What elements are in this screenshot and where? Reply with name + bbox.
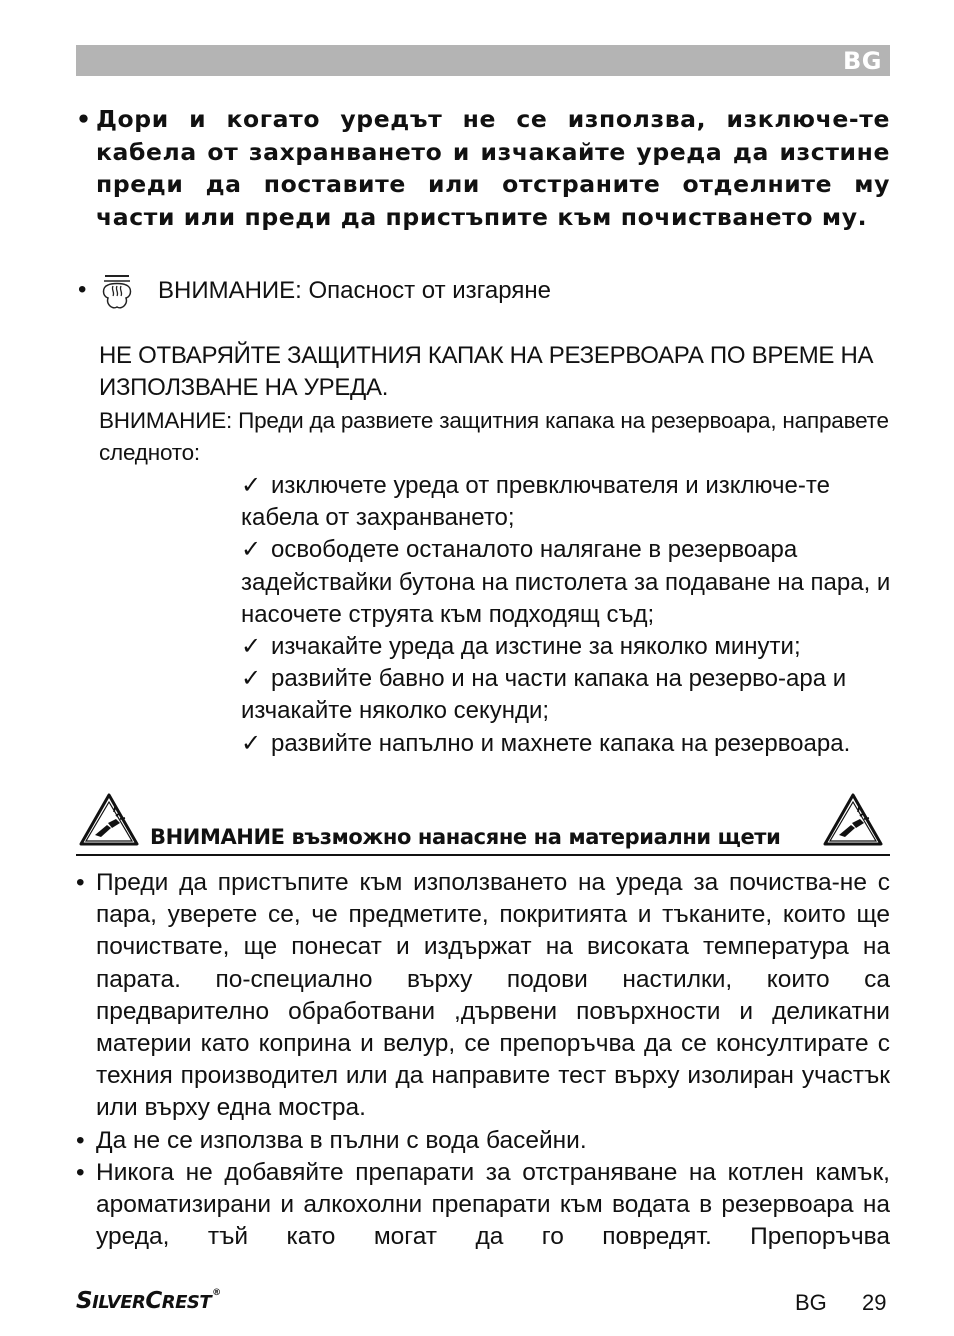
check-icon: ✓ [241, 665, 262, 693]
warning-triangle-icon [822, 792, 884, 848]
check-item-text: изчакайте уреда да изстине за няколко минути; [271, 633, 801, 661]
checklist [241, 470, 891, 760]
list-item [76, 1157, 890, 1254]
check-item [241, 470, 891, 534]
list-item [76, 1125, 890, 1157]
instruction-intro-paragraph: ВНИМАНИЕ: Преди да развиете защитния капака на резервоара, направете следното: [99, 408, 889, 465]
bullet-mark: • [76, 105, 92, 133]
check-icon: ✓ [241, 536, 262, 564]
check-icon: ✓ [241, 633, 262, 661]
bullet-mark: • [78, 276, 87, 303]
check-item-text: изключете уреда от превключвателя и изключе-те кабела от захранването; [241, 472, 830, 532]
check-icon: ✓ [241, 472, 262, 499]
language-badge: BG [843, 47, 882, 75]
bold-warning-text: Дори и когато уредът не се използва, изключе-те кабела от захранването и изчакайте уреда да изстине преди да поставите или отстраните отделните му части или преди да пристъпите към почистването му. [96, 105, 890, 231]
brand-logo: SILVERCREST® [76, 1288, 221, 1314]
check-item [241, 534, 891, 631]
bullet-mark: • [76, 1158, 85, 1186]
list-item-text: Никога не добавяйте препарати за отстраняване на котлен камък, ароматизирани и алкохолни препарати към водата в резервоара на уреда, тъй като могат да го повредят. Препоръчва [96, 1158, 890, 1251]
check-item-text: освободете останалото налягане в резервоара задействайки бутона на пистолета за подаване на пара, и насочете струята към подходящ съд; [241, 536, 891, 628]
check-item [241, 631, 891, 663]
list-item-text: Да не се използва в пълни с вода басейни. [96, 1126, 587, 1154]
check-item-text: развийте напълно и махнете капака на резервоара. [271, 729, 851, 757]
page-number: 29 [862, 1290, 887, 1315]
bullet-mark: • [76, 1126, 85, 1154]
check-item-text: развийте бавно и на части капака на резерво-ара и изчакайте няколко секунди; [241, 665, 847, 725]
header-bar [76, 45, 890, 76]
body-bullet-list [76, 867, 890, 1253]
caps-warning-paragraph: НЕ ОТВАРЯЙТЕ ЗАЩИТНИЯ КАПАК НА РЕЗЕРВОАРА ПО ВРЕМЕ НА ИЗПОЛЗВАНЕ НА УРЕДА. [99, 342, 874, 401]
list-item-text: Преди да пристъпите към използването на уреда за почиства-не с пара, уверете се, че предметите, покритията и тъканите, които ще почиствате, ще понесат и издържат на високата температура на парата. по-специално върху подови настилки, които са предварително обработвани ,дървени повърхности и деликатни материи като коприна и велур, се препоръчва да се консултирате с техния производител или да направите тест върху изолиран участък или върху една мостра. [96, 869, 890, 1122]
footer-language: BG [795, 1290, 827, 1315]
bullet-mark: • [76, 869, 85, 896]
list-item [76, 867, 890, 1125]
steam-burn-warning-icon [100, 272, 134, 314]
check-item [241, 663, 891, 727]
material-damage-warning-header [76, 792, 890, 856]
burn-caution-line [76, 272, 890, 316]
material-damage-warning-title: ВНИМАНИЕ възможно нанасяне на материални щети [150, 825, 781, 849]
bold-warning-bullet [76, 103, 890, 233]
check-item [241, 728, 891, 760]
burn-caution-text: ВНИМАНИЕ: Опасност от изгаряне [158, 277, 551, 304]
warning-triangle-icon [78, 792, 140, 848]
check-icon: ✓ [241, 729, 262, 757]
